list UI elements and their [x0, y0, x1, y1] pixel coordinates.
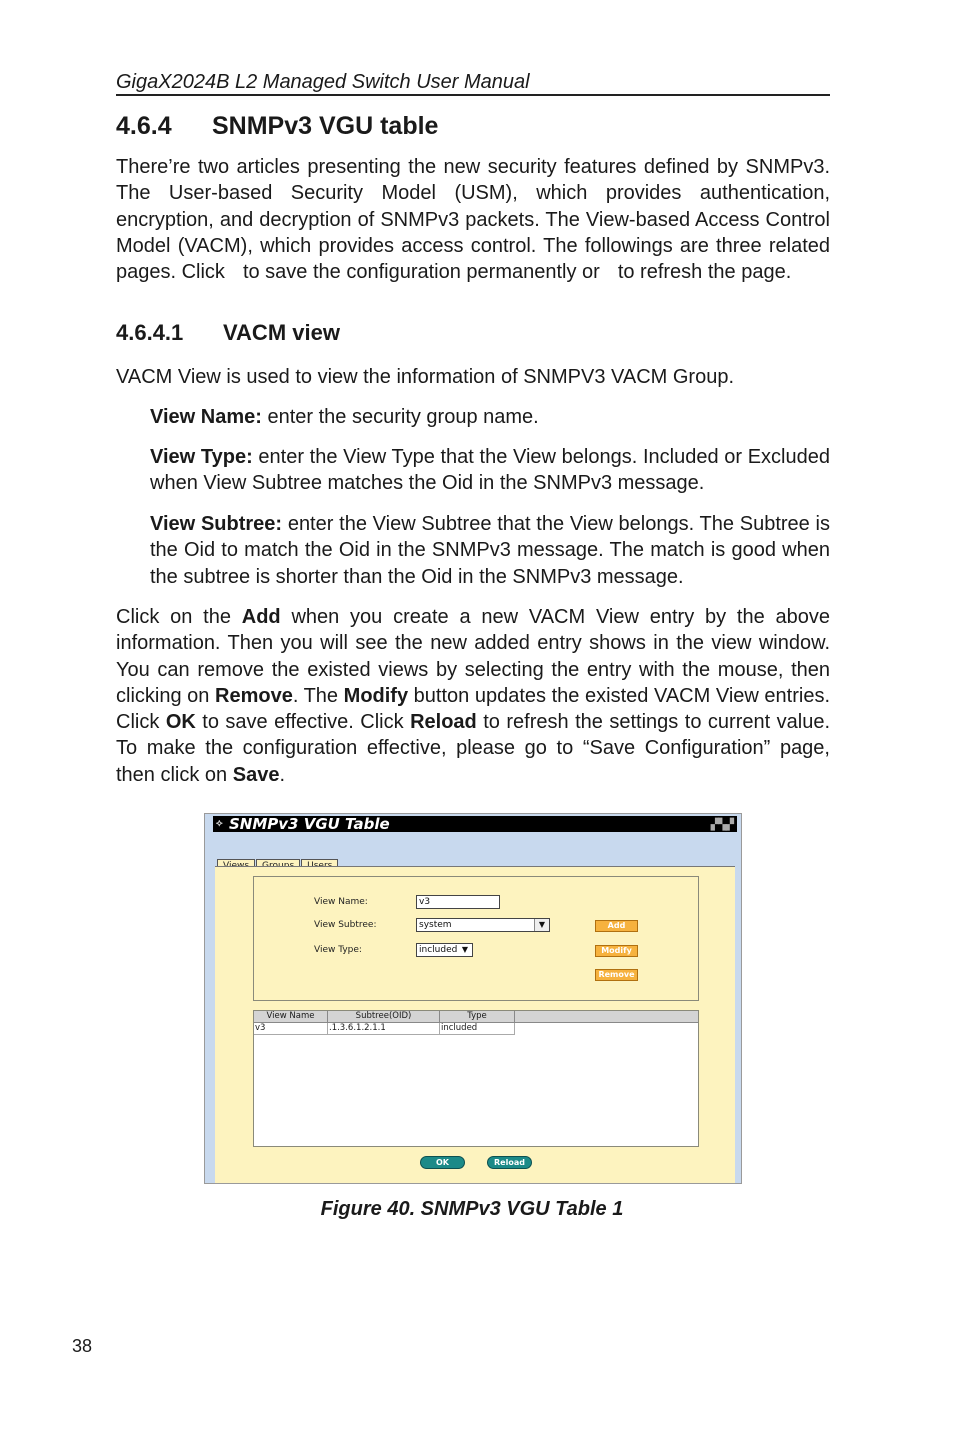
def-view-type: View Type: enter the View Type that the View belongs. Included or Excluded when View Subtree matches the Oid in the SNMPv3 message. — [150, 446, 830, 495]
reload-button[interactable]: Reload — [487, 1156, 532, 1169]
section-number: 4.6.4 — [116, 112, 172, 140]
col-header-filler — [515, 1011, 699, 1023]
figure-caption: Figure 40. SNMPv3 VGU Table 1 — [320, 1198, 624, 1220]
window-title: SNMPv3 VGU Table — [229, 815, 390, 833]
def-view-name: View Name: enter the security group name. — [150, 406, 539, 428]
intro-paragraph: There’re two articles presenting the new security features defined by SNMPv3. The User-based Security Model (USM), which provides authentication, encryption, and decryption of SNMPv3 packets. The View-based Access Control Model (VACM), which provides access control. The followings are three related pages. Click to save the configuration permanently or to refresh the page. — [116, 156, 830, 284]
col-header-view-name[interactable]: View Name — [254, 1011, 328, 1023]
view-type-label: View Type: — [314, 945, 362, 955]
window-menu-icon[interactable]: ⟡ — [216, 818, 223, 829]
snmpv3-screenshot — [204, 813, 742, 1184]
view-subtree-select[interactable]: system ▼ — [416, 918, 550, 932]
view-name-input[interactable]: v3 — [416, 895, 500, 909]
tab-bar — [217, 853, 339, 866]
view-list[interactable] — [253, 1010, 699, 1147]
running-header: GigaX2024B L2 Managed Switch User Manual — [116, 70, 830, 96]
vacm-intro: VACM View is used to view the information of SNMPV3 VACM Group. — [116, 366, 735, 388]
col-header-type[interactable]: Type — [440, 1011, 515, 1023]
section-title: SNMPv3 VGU table — [212, 112, 439, 140]
section-heading — [116, 112, 438, 141]
subsection-heading — [116, 320, 340, 346]
view-form — [253, 876, 699, 1001]
view-name-label: View Name: — [314, 897, 368, 907]
add-button[interactable]: Add — [595, 920, 638, 932]
modify-button[interactable]: Modify — [595, 945, 638, 957]
col-header-subtree[interactable]: Subtree(OID) — [328, 1011, 440, 1023]
chevron-down-icon[interactable]: ▼ — [461, 945, 469, 954]
subsection-number: 4.6.4.1 — [116, 320, 184, 345]
ok-button[interactable]: OK — [420, 1156, 465, 1169]
view-type-select[interactable]: included ▼ — [416, 943, 473, 957]
view-subtree-label: View Subtree: — [314, 920, 377, 930]
closing-paragraph: Click on the Add when you create a new VACM View entry by the above information. Then you will see the new added entry shows in the view window. You can remove the existed views by selecting the entry with the mouse, then clicking on Remove. The Modify button updates the existed VACM View entries. Click OK to save effective. Click Reload to refresh the settings to current value. To make the configuration effective, please go to “Save Configuration” page, then click on Save. — [116, 606, 831, 786]
remove-button[interactable]: Remove — [595, 969, 638, 981]
subsection-title: VACM view — [223, 320, 340, 345]
chevron-down-icon[interactable]: ▼ — [534, 919, 549, 931]
table-cell[interactable]: included — [440, 1023, 515, 1035]
views-panel — [215, 866, 735, 1183]
window-titlebar — [213, 816, 737, 832]
table-cell[interactable]: .1.3.6.1.2.1.1 — [328, 1023, 440, 1035]
table-cell[interactable]: v3 — [254, 1023, 328, 1035]
brand-logo-icon: ▞▚▞ — [710, 818, 733, 831]
def-view-subtree: View Subtree: enter the View Subtree that the View belongs. The Subtree is the Oid to match the Oid in the SNMPv3 message. The match is good when the subtree is shorter than the Oid in the SNMPv3 message. — [150, 513, 830, 588]
page-number: 38 — [72, 1336, 93, 1356]
